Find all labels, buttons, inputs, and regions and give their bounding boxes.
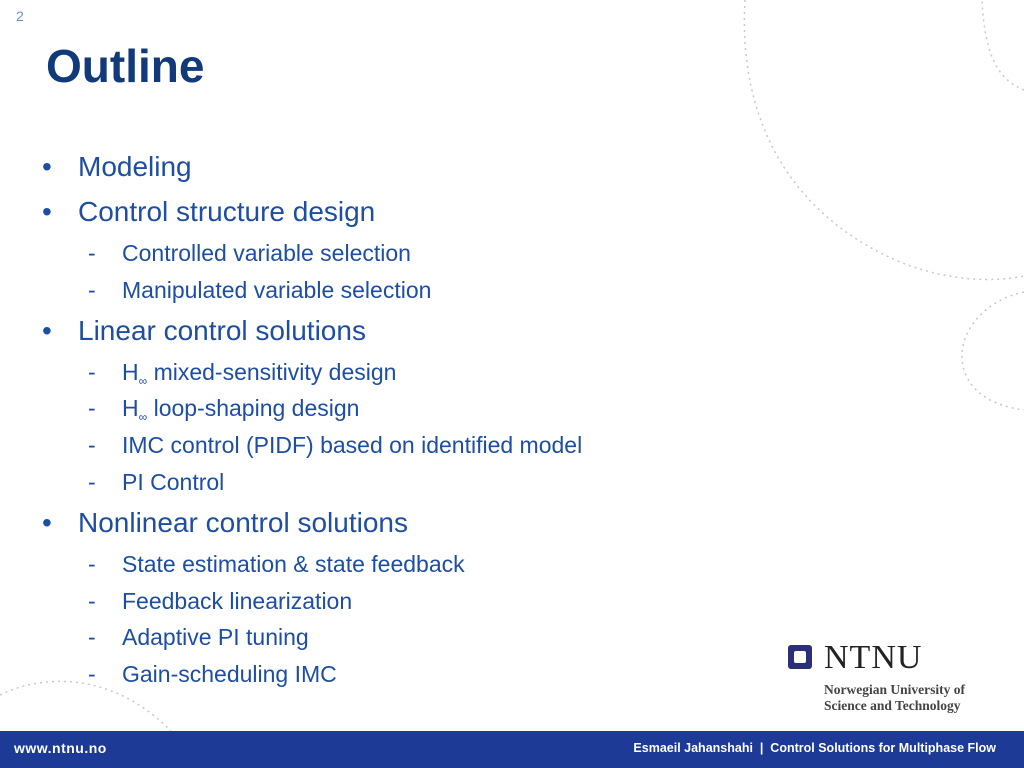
slide-number: 2: [16, 8, 24, 24]
outline-item-text: Controlled variable selection: [122, 240, 411, 266]
outline-item-text: H: [122, 359, 139, 385]
outline-item-text: H: [122, 395, 139, 421]
dash-marker: -: [88, 661, 96, 687]
bullet-marker: •: [42, 196, 52, 227]
outline-item-text: Control structure design: [78, 196, 376, 227]
footer-credit: Esmaeil Jahanshahi | Control Solutions for Multiphase Flow: [633, 741, 996, 755]
bullet-marker: •: [42, 507, 52, 538]
dash-marker: -: [88, 240, 96, 266]
outline-subitem-feedback-linearization: [88, 587, 353, 615]
outline-subitem-state-estimation: [88, 550, 465, 578]
logo-subtitle-line1: Norwegian University of: [824, 682, 965, 697]
outline-subitem-adaptive-pi: [88, 623, 309, 651]
dash-marker: -: [88, 277, 96, 303]
outline-item-text: Nonlinear control solutions: [78, 507, 408, 538]
dash-marker: -: [88, 551, 96, 577]
outline-item-modeling: [42, 151, 192, 183]
outline-item-text: Feedback linearization: [122, 588, 353, 614]
outline-item-nonlinear-control: [42, 507, 408, 539]
infinity-subscript: ∞: [138, 410, 148, 424]
outline-subitem-mv-selection: [88, 276, 432, 304]
bullet-marker: •: [42, 315, 52, 346]
ntnu-logo: [786, 640, 1006, 715]
logo-subtitle-line2: Science and Technology: [824, 698, 961, 713]
bullet-marker: •: [42, 151, 52, 182]
outline-subitem-gain-scheduling: [88, 660, 337, 688]
dash-marker: -: [88, 432, 96, 458]
outline-item-text: Linear control solutions: [78, 315, 366, 346]
outline-item-text: Gain-scheduling IMC: [122, 661, 337, 687]
footer-url: www.ntnu.no: [14, 740, 107, 756]
outline-item-text: Modeling: [78, 151, 192, 182]
outline-item-text: PI Control: [122, 469, 225, 495]
outline-item-text: State estimation & state feedback: [122, 551, 465, 577]
outline-item-text: Adaptive PI tuning: [122, 624, 309, 650]
outline-item-control-structure: [42, 196, 376, 228]
outline-subitem-hinf-mixed: [88, 358, 397, 390]
outline-item-linear-control: [42, 315, 366, 347]
outline-subitem-pi-control: [88, 468, 225, 496]
outline-item-text-rest: mixed-sensitivity design: [147, 359, 397, 385]
outline-item-text: Manipulated variable selection: [122, 277, 432, 303]
dash-marker: -: [88, 359, 96, 385]
infinity-subscript: ∞: [138, 374, 148, 388]
slide-title: Outline: [46, 40, 205, 92]
logo-subtitle: [824, 682, 965, 714]
ntnu-logo-icon: [788, 645, 812, 669]
dash-marker: -: [88, 624, 96, 650]
outline-subitem-cv-selection: [88, 239, 411, 267]
outline-subitem-imc-pidf: [88, 431, 583, 459]
logo-wordmark: NTNU: [824, 639, 923, 676]
outline-subitem-hinf-loop: [88, 394, 360, 426]
outline-item-text: IMC control (PIDF) based on identified model: [122, 432, 583, 458]
dash-marker: -: [88, 469, 96, 495]
outline-item-text-rest: loop-shaping design: [147, 395, 360, 421]
dash-marker: -: [88, 395, 96, 421]
footer-bar: [0, 731, 1024, 768]
dash-marker: -: [88, 588, 96, 614]
